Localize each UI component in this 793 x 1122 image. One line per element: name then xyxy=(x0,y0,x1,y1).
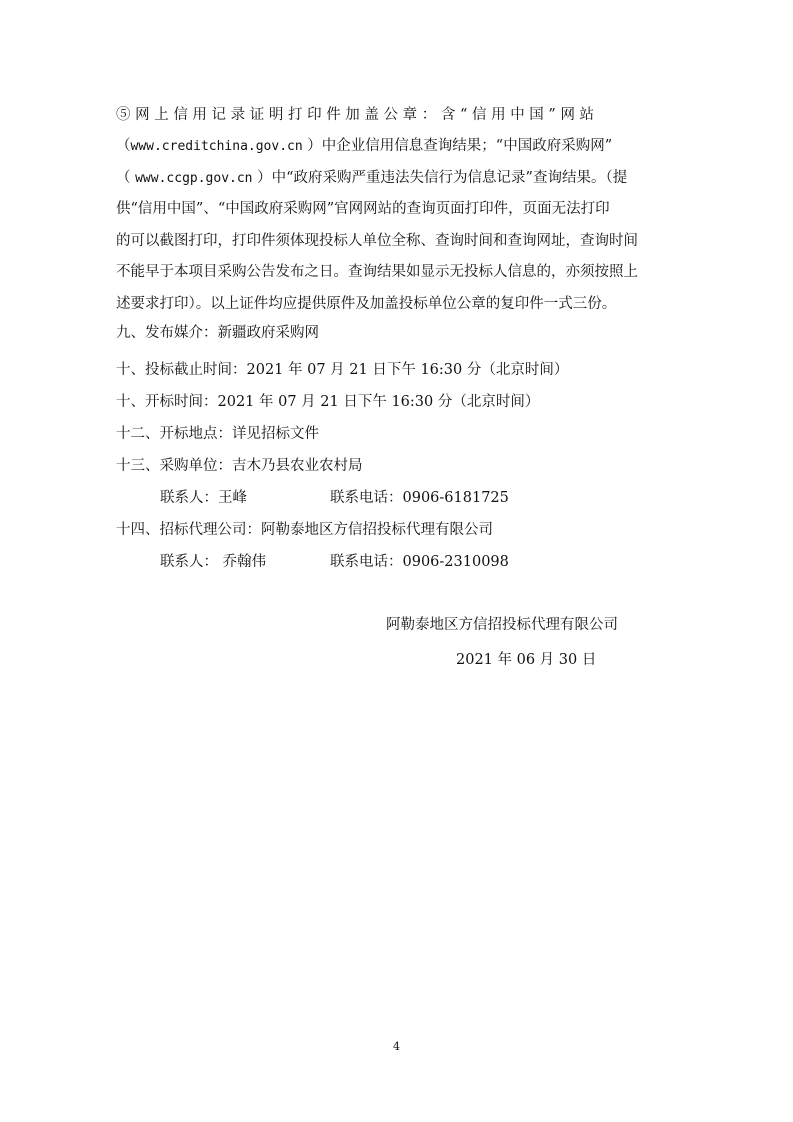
paragraph-line-2-rest: ）中企业信用信息查询结果；“中国政府采购网” xyxy=(302,138,613,154)
item-opening-place: 十二、开标地点：详见招标文件 xyxy=(116,426,319,442)
item-opening-time: 十、开标时间：2021 年 07 月 21 日下午 16:30 分（北京时间） xyxy=(116,394,540,410)
paragraph-line-6: 不能早于本项目采购公告发布之日。查询结果如显示无投标人信息的，亦须按照上 xyxy=(116,264,638,280)
paragraph-line-4: 供“信用中国”、“中国政府采购网”官网网站的查询页面打印件，页面无法打印 xyxy=(116,201,610,217)
signature-date: 2021 年 06 月 30 日 xyxy=(456,652,597,668)
paragraph-line-5: 的可以截图打印，打印件须体现投标人单位全称、查询时间和查询网址，查询时间 xyxy=(116,233,638,249)
paragraph-line-3-rest: ）中“政府采购严重违法失信行为信息记录”查询结果。（提 xyxy=(252,170,628,186)
signature-company: 阿勒泰地区方信招投标代理有限公司 xyxy=(386,617,618,633)
paragraph-line-7: 述要求打印）。以上证件均应提供原件及加盖投标单位公章的复印件一式三份。 xyxy=(116,296,617,312)
ccgp-url: www.ccgp.gov.cn xyxy=(135,171,253,186)
paragraph-line-2 xyxy=(116,136,612,157)
item-media: 九、发布媒介：新疆政府采购网 xyxy=(116,325,319,341)
item-agency: 十四、招标代理公司：阿勒泰地区方信招投标代理有限公司 xyxy=(116,522,493,538)
page-number: 4 xyxy=(393,1040,400,1053)
paragraph-line-3 xyxy=(116,168,627,189)
paren-open-2: （ xyxy=(116,170,136,186)
purchaser-phone: 联系电话：0906-6181725 xyxy=(330,490,509,506)
paragraph-line-1: ⑤ 网 上 信 用 记 录 证 明 打 印 件 加 盖 公 章 ： 含 “ 信 用 中 国 ” 网 站 xyxy=(116,107,595,123)
paren-open: （ xyxy=(116,138,131,154)
item-purchaser: 十三、采购单位：吉木乃县农业农村局 xyxy=(116,458,363,474)
creditchina-url: www.creditchina.gov.cn xyxy=(130,139,303,154)
purchaser-contact: 联系人：王峰 xyxy=(160,490,247,506)
agency-contact: 联系人： 乔翰伟 xyxy=(160,554,267,570)
item-deadline: 十、投标截止时间：2021 年 07 月 21 日下午 16:30 分（北京时间） xyxy=(116,362,569,378)
agency-phone: 联系电话：0906-2310098 xyxy=(330,554,509,570)
